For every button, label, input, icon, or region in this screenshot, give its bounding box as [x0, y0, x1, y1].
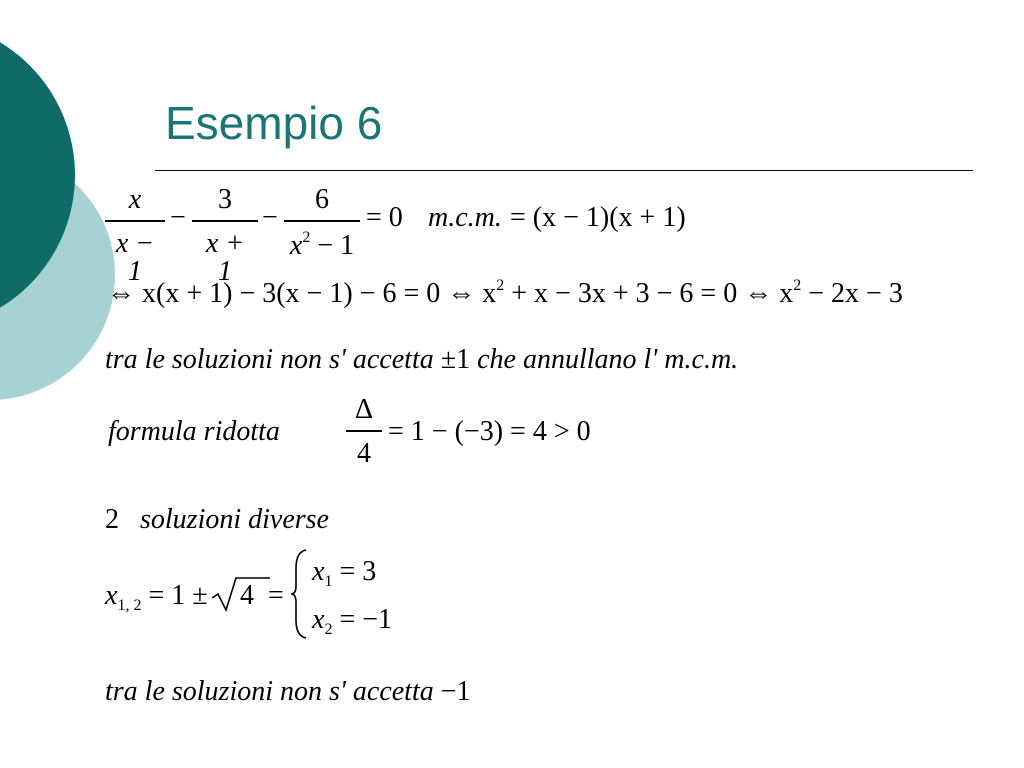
- mcm-value: = (x − 1)(x + 1): [510, 202, 686, 233]
- equals-zero: = 0: [366, 202, 403, 233]
- delta-denominator: 4: [357, 437, 371, 469]
- page-title: Esempio 6: [165, 97, 383, 149]
- sqrt-value: 4: [240, 580, 254, 611]
- fraction-3-numerator: 6: [315, 184, 329, 215]
- solution-1: $x_1 = 3$: [312, 556, 377, 590]
- minus-sign-1: −: [170, 202, 186, 233]
- minus-sign-2: −: [262, 202, 278, 233]
- fraction-3-denominator: $x^2 - 1$: [289, 228, 355, 261]
- delta-numerator: Δ: [354, 394, 373, 425]
- fraction-1-numerator: x: [128, 184, 142, 215]
- formula-label: formula ridotta: [108, 416, 280, 447]
- equation-2: ⇔ x(x + 1) − 3(x − 1) − 6 = 0 ⇔ $x^2 + x - 3x + 3 - 6 = 0$ ⇔ $x^2 - 2x - 3$: [107, 277, 903, 309]
- note-rejected-solution: tra le soluzioni non s' accetta −1: [105, 676, 471, 707]
- equals-sign: =: [268, 580, 284, 611]
- fraction-2: [192, 186, 258, 286]
- fraction-1-denominator: x − 1: [115, 227, 155, 287]
- solution-formula: $x_{1, 2} = 1$ ±: [105, 580, 208, 614]
- title-divider: [155, 170, 973, 171]
- fraction-1: [105, 186, 165, 286]
- note-excluded-solutions: tra le soluzioni non s' accetta ±1 che annullano l' m.c.m.: [105, 344, 739, 375]
- solution-2: $x_2 = -1$: [312, 604, 393, 638]
- discriminant-value: = 1 − (−3) = 4 > 0: [388, 416, 591, 447]
- fraction-3: [284, 186, 360, 260]
- delta-fraction: [346, 396, 382, 468]
- fraction-2-numerator: 3: [218, 184, 232, 215]
- fraction-2-denominator: x + 1: [205, 227, 245, 287]
- mcm-label: m.c.m.: [428, 202, 502, 233]
- brace: [290, 548, 308, 640]
- two-solutions-text: 2 soluzioni diverse: [105, 504, 329, 535]
